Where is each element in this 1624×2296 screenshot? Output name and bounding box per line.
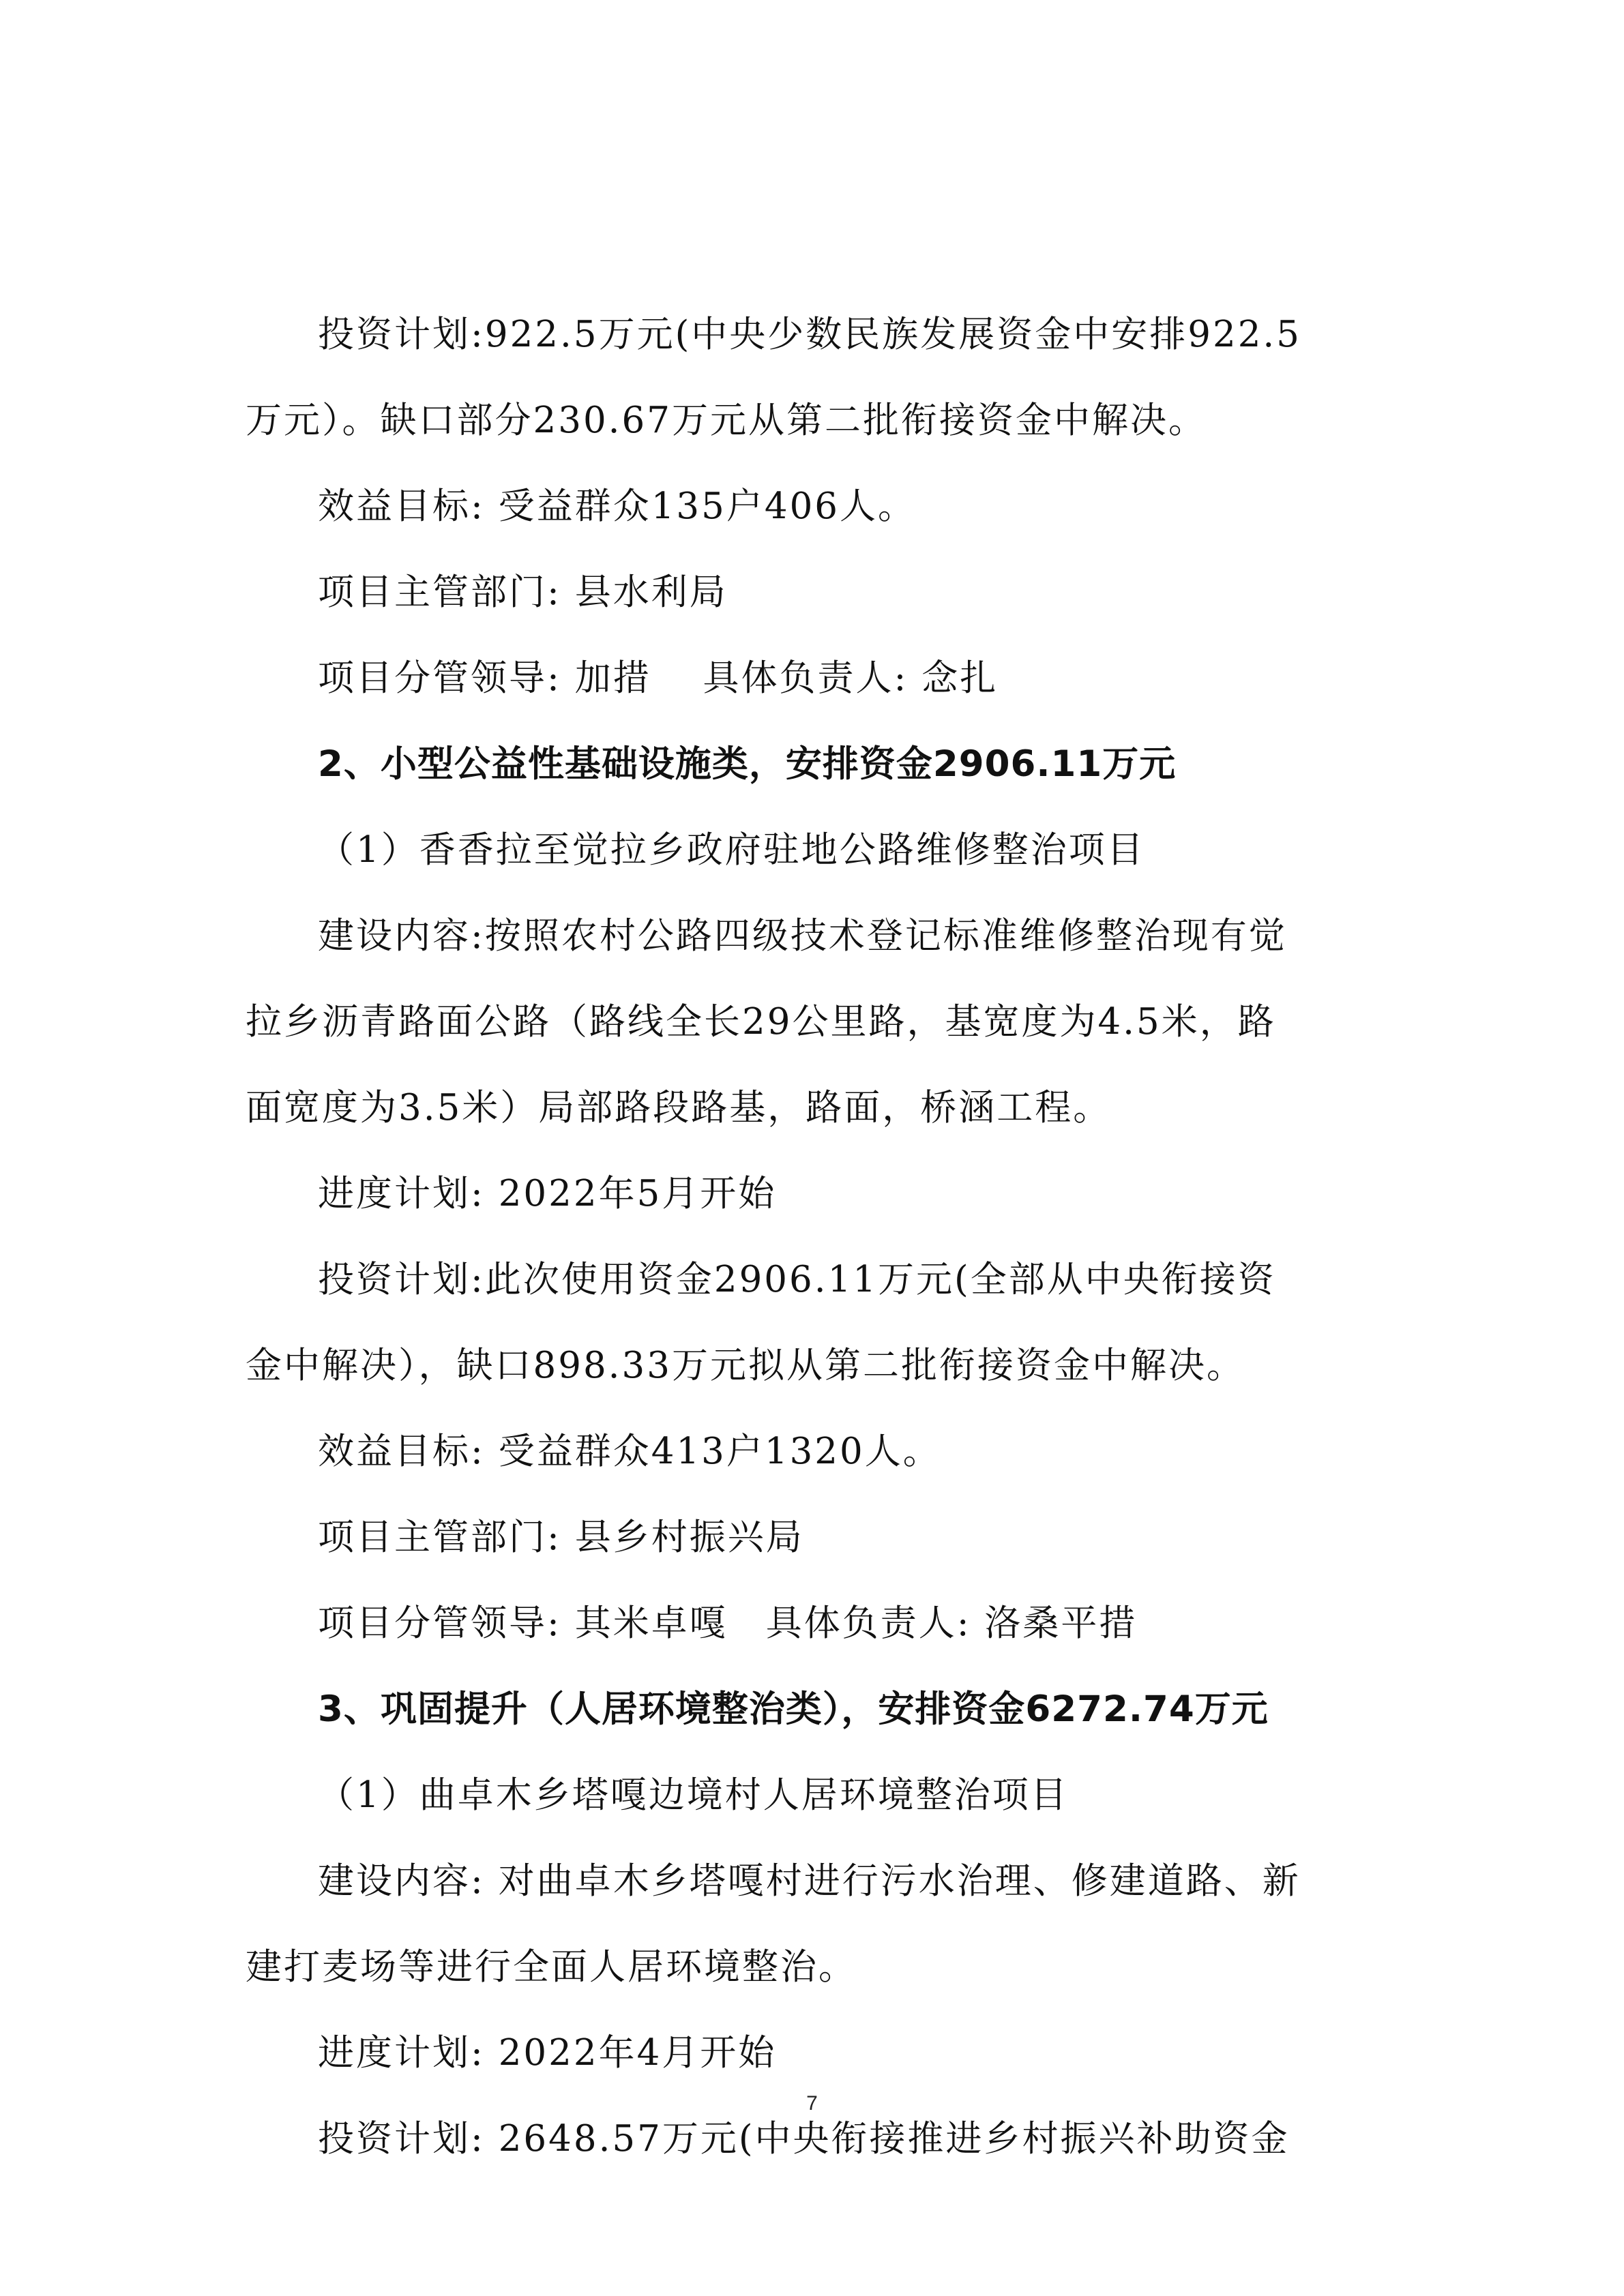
responsible-leader-line: 项目分管领导: 加措 具体负责人: 念扎: [318, 657, 999, 699]
section-heading-2: 2、小型公益性基础设施类，安排资金2906.11万元: [318, 743, 1177, 785]
investment-plan-line-1: 投资计划:922.5万元(中央少数民族发展资金中安排922.5: [318, 314, 1301, 355]
investment-plan-line-3: 投资计划:此次使用资金2906.11万元(全部从中央衔接资: [318, 1259, 1276, 1300]
project-title-2-1: （1）香香拉至觉拉乡政府驻地公路维修整治项目: [318, 829, 1145, 871]
construction-content-line-4: 建设内容: 对曲卓木乡塔嘎村进行污水治理、修建道路、新: [318, 1860, 1301, 1902]
section-heading-3: 3、巩固提升（人居环境整治类），安排资金6272.74万元: [318, 1688, 1269, 1730]
responsible-leader-line-2: 项目分管领导: 其米卓嘎 具体负责人: 洛桑平措: [318, 1602, 1138, 1644]
investment-plan-line-4: 金中解决），缺口898.33万元拟从第二批衔接资金中解决。: [246, 1345, 1245, 1386]
supervising-department-line: 项目主管部门: 县水利局: [318, 571, 728, 613]
benefit-target-line-2: 效益目标: 受益群众413户1320人。: [318, 1431, 941, 1472]
investment-plan-line-5: 投资计划: 2648.57万元(中央衔接推进乡村振兴补助资金: [318, 2118, 1290, 2160]
construction-content-line-1: 建设内容:按照农村公路四级技术登记标准维修整治现有觉: [318, 915, 1287, 957]
benefit-target-line: 效益目标: 受益群众135户406人。: [318, 486, 917, 527]
construction-content-line-3: 面宽度为3.5米）局部路段路基，路面，桥涵工程。: [246, 1087, 1112, 1129]
construction-content-line-5: 建打麦场等进行全面人居环境整治。: [246, 1946, 857, 1988]
schedule-line: 进度计划: 2022年5月开始: [318, 1173, 777, 1214]
schedule-line-2: 进度计划: 2022年4月开始: [318, 2032, 777, 2074]
investment-plan-line-2: 万元）。缺口部分230.67万元从第二批衔接资金中解决。: [246, 400, 1207, 441]
page-number: 7: [806, 2092, 818, 2115]
project-title-3-1: （1）曲卓木乡塔嘎边境村人居环境整治项目: [318, 1774, 1069, 1816]
supervising-department-line-2: 项目主管部门: 县乡村振兴局: [318, 1517, 804, 1558]
construction-content-line-2: 拉乡沥青路面公路（路线全长29公里路，基宽度为4.5米，路: [246, 1001, 1276, 1043]
document-body: [246, 292, 1419, 2182]
